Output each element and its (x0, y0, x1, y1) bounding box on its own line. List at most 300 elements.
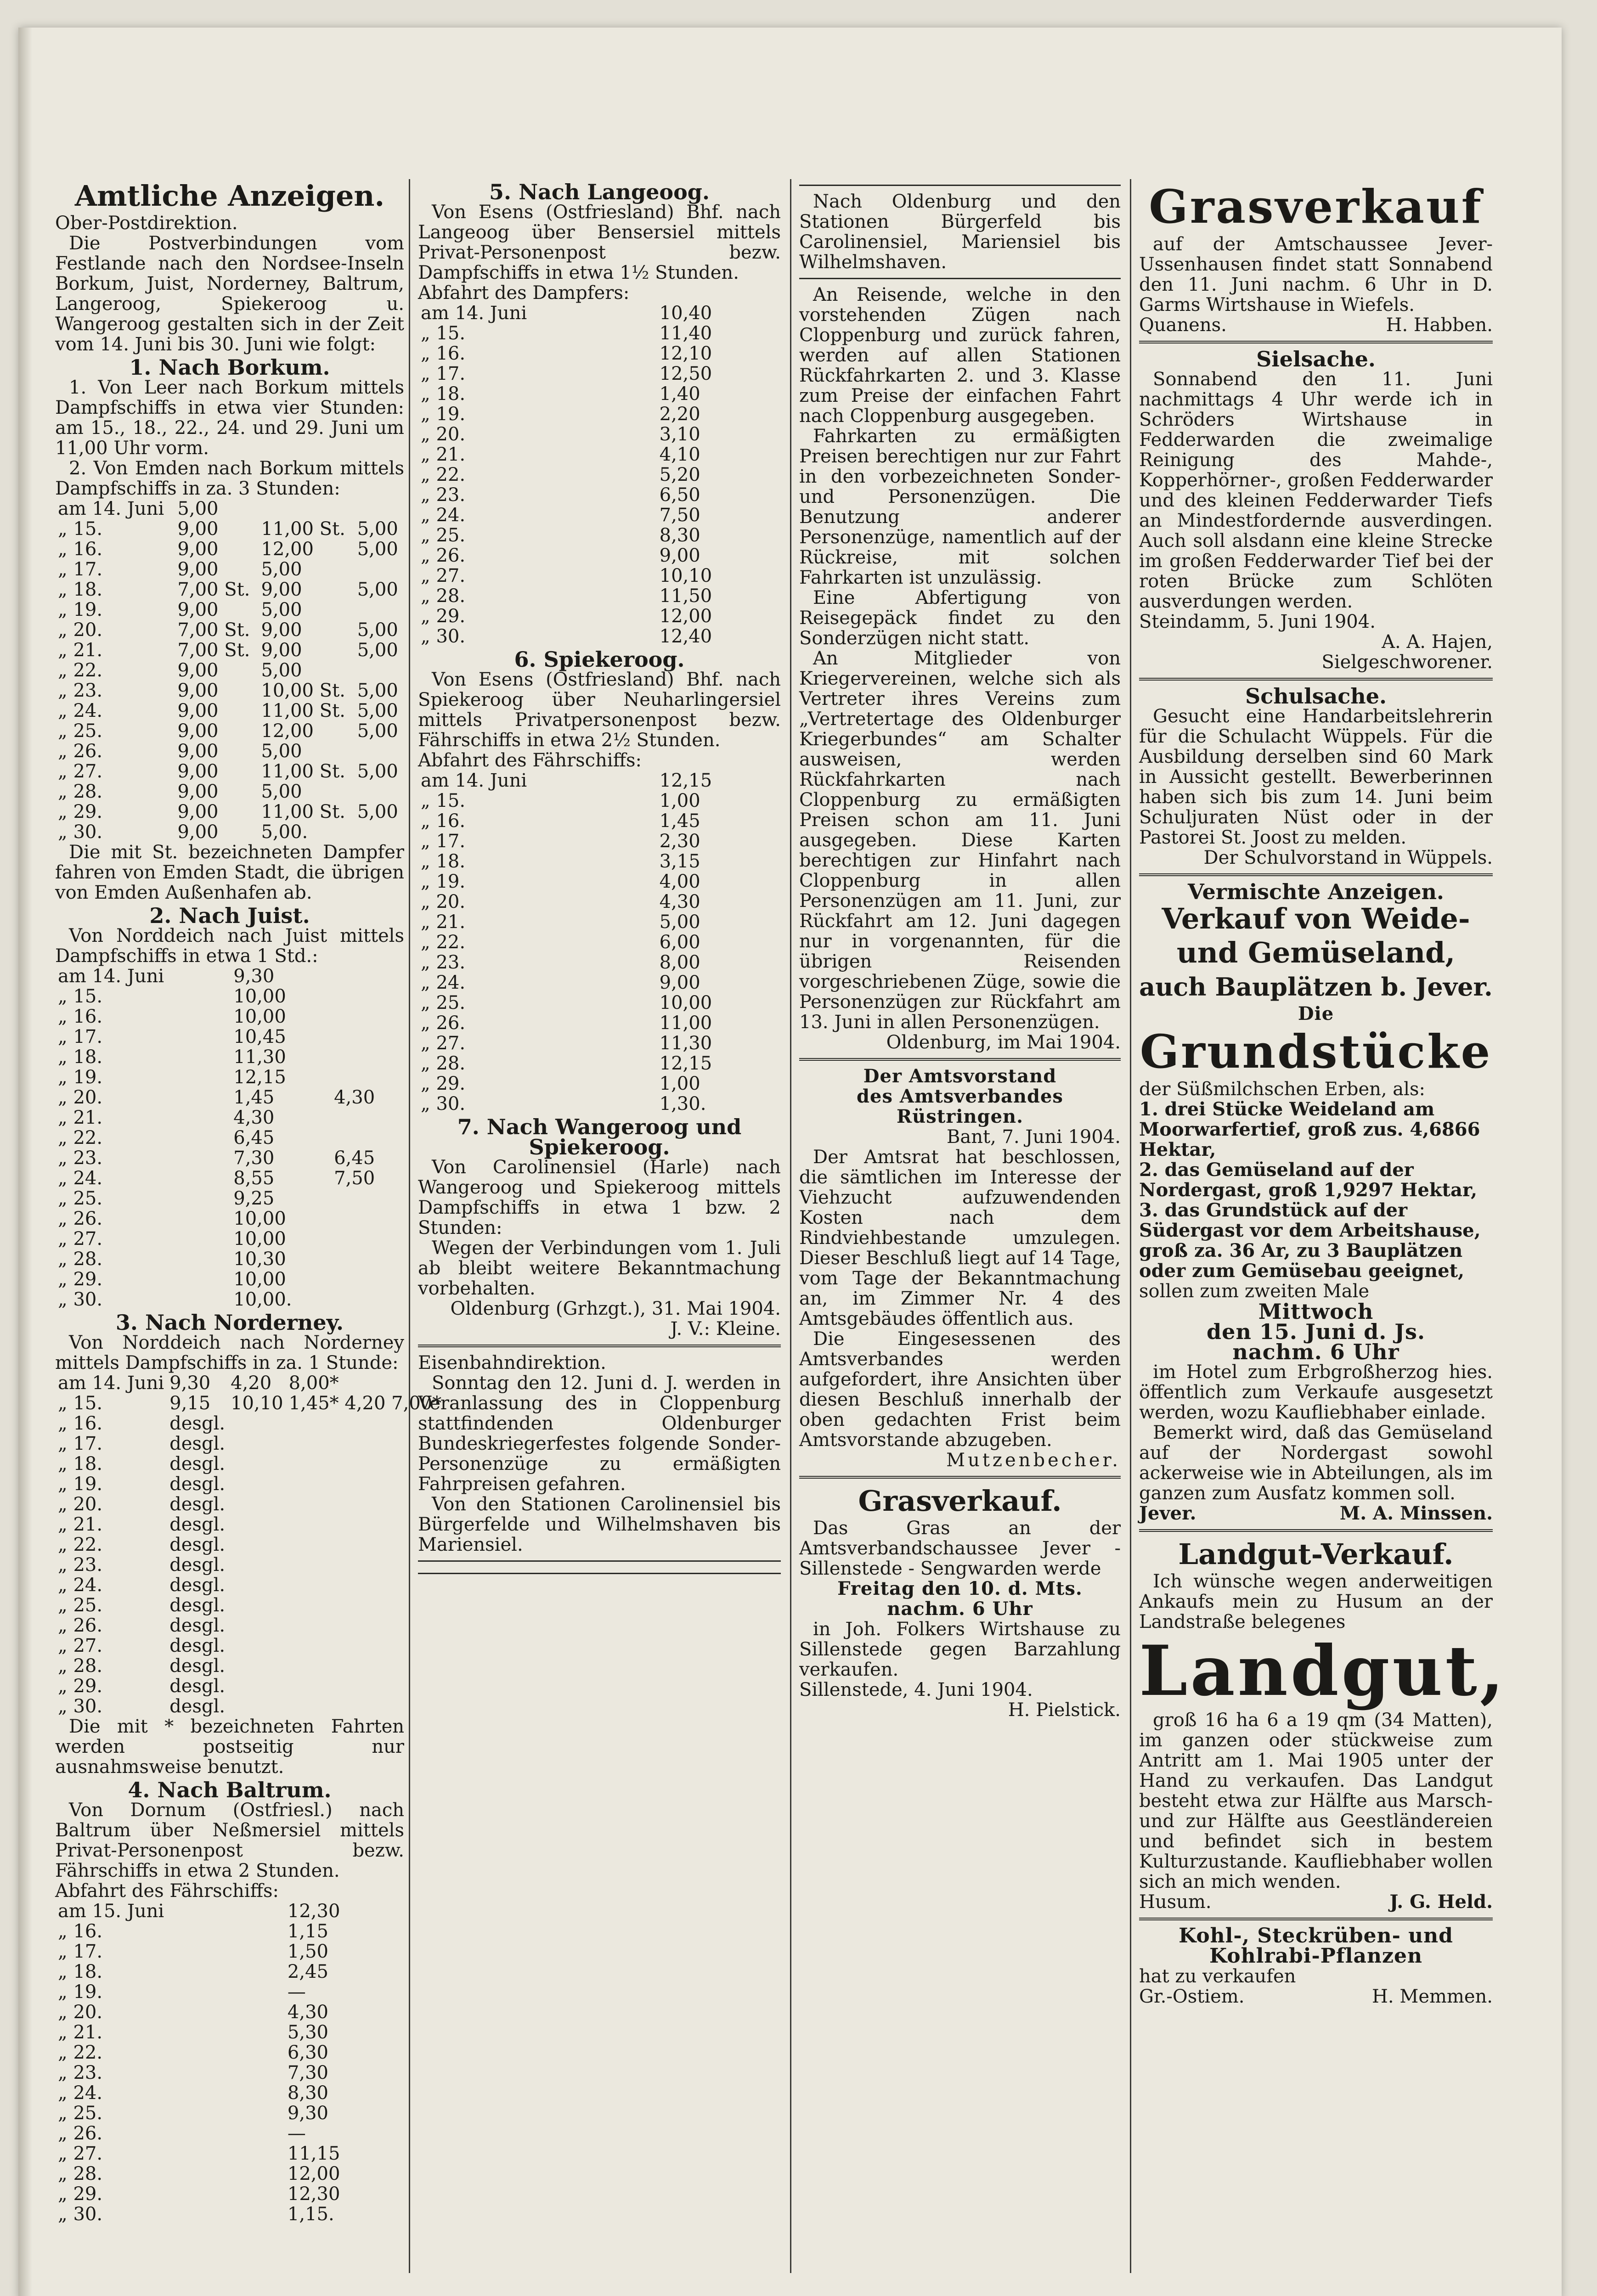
section-title: Vermischte Anzeigen. (1188, 879, 1444, 904)
schedule-norderney (55, 1373, 444, 1716)
table-cell: „ 21. (58, 2022, 103, 2043)
schedule-borkum (55, 499, 404, 842)
table-cell: „ 15. (421, 790, 466, 811)
table-cell: 8,55 (233, 1168, 275, 1189)
paragraph: Von Norddeich nach Juist mittels Dampfschiffs in etwa 1 Std.: (55, 925, 404, 967)
table-row (55, 822, 404, 842)
table-row (418, 993, 781, 1013)
section-title: Amtliche Anzeigen. (74, 179, 385, 213)
table-cell (355, 559, 404, 580)
table-cell: „ 26. (421, 545, 466, 566)
table-cell: 10,00 (233, 1208, 286, 1229)
table-cell: 6,30 (287, 2042, 328, 2063)
table-cell: „ 22. (421, 464, 466, 485)
table-row (55, 1128, 404, 1148)
table-cell: 10,00 (233, 1228, 286, 1249)
table-cell: „ 24. (421, 972, 466, 993)
table-row (55, 761, 404, 782)
table-cell: „ 30. (58, 1696, 103, 1717)
schedule-subhead: Abfahrt des Fährschiffs: (418, 750, 642, 771)
table-cell: desgl. (169, 1433, 226, 1454)
paragraph: Das Gras an der Amtsverbandschaussee Jever - Sillenstede - Sengwarden werde (799, 1518, 1121, 1579)
table-row (55, 2164, 404, 2184)
table-cell: 3,10 (659, 424, 700, 445)
table-cell: „ 26. (58, 1615, 103, 1636)
divider (799, 278, 1121, 279)
table-cell: 11,30 (233, 1047, 286, 1068)
table-row (418, 811, 781, 831)
signature-row (1139, 1503, 1493, 1524)
table-cell: „ 16. (58, 1006, 103, 1027)
table-cell (258, 499, 354, 519)
table-cell: 12,00 (261, 539, 314, 560)
divider (418, 1573, 781, 1574)
table-cell: „ 19. (58, 599, 103, 620)
table-cell: 9,15 (169, 1393, 211, 1414)
table-row (55, 1434, 444, 1454)
table-cell: „ 30. (421, 1093, 466, 1114)
table-cell (286, 1636, 445, 1656)
table-cell (331, 1289, 404, 1310)
table-cell: 5,00 (357, 700, 398, 721)
table-cell: desgl. (169, 1676, 226, 1697)
signature-place: Sillenstede, 4. Juni 1904. (799, 1679, 1033, 1700)
table-cell: „ 24. (58, 2082, 103, 2104)
table-cell: 9,30 (287, 2103, 328, 2124)
subhead-norderney: 3. Nach Norderney. (115, 1310, 344, 1335)
table-row (55, 1249, 404, 1269)
table-cell: 11,15 (287, 2143, 340, 2164)
table-row (55, 2204, 404, 2224)
table-row (55, 1047, 404, 1067)
table-cell: desgl. (169, 1413, 226, 1434)
table-cell: 10,00 (233, 1269, 286, 1290)
paragraph: 1. Von Leer nach Borkum mittels Dampfschiffs in etwa vier Stunden: am 15., 18., 22., 24. und 29. Juni um 11,00 Uhr vorm. (55, 377, 404, 459)
table-row (55, 1168, 404, 1188)
table-cell: desgl. (169, 1655, 226, 1677)
table-cell: 8,30 (287, 2082, 328, 2104)
table-cell: „ 27. (58, 1228, 103, 1249)
table-cell: „ 28. (58, 2163, 103, 2184)
table-cell (355, 782, 404, 802)
divider (799, 1476, 1121, 1479)
table-cell: „ 29. (58, 1676, 103, 1697)
table-row (55, 986, 404, 1007)
table-cell: „ 27. (58, 2143, 103, 2164)
table-cell (331, 1027, 404, 1047)
table-row (55, 2184, 404, 2204)
table-cell: am 14. Juni (58, 498, 164, 519)
table-cell: „ 27. (58, 1635, 103, 1656)
table-cell: 10,00. (233, 1289, 292, 1310)
table-row (55, 600, 404, 620)
table-cell: 9,00 (177, 801, 219, 822)
table-row (55, 1595, 444, 1615)
signature-place: Quanens. (1139, 315, 1227, 336)
table-cell: „ 23. (421, 952, 466, 973)
table-cell (228, 1454, 286, 1474)
table-cell (331, 966, 404, 986)
table-cell: „ 18. (58, 1453, 103, 1474)
table-cell: „ 22. (421, 932, 466, 953)
paragraph: Die mit * bezeichneten Fahrten werden postseitig nur ausnahmsweise benutzt. (55, 1716, 404, 1778)
schedule-juist (55, 966, 404, 1310)
subhead-borkum: 1. Nach Borkum. (129, 355, 330, 380)
table-cell (228, 1434, 286, 1454)
table-cell: 1,40 (659, 383, 700, 405)
table-row (55, 499, 404, 519)
signature-name: A. A. Hajen, (1382, 631, 1493, 653)
table-row (55, 2002, 404, 2022)
paragraph: Ich wünsche wegen anderweitigen Ankaufs mein zu Husum an der Landstraße belegenes (1139, 1571, 1493, 1632)
table-row (55, 782, 404, 802)
table-cell: — (287, 1981, 306, 2003)
schedule-subhead: Abfahrt des Dampfers: (418, 282, 630, 304)
table-row (55, 539, 404, 559)
table-cell: 7,00 St. (177, 640, 250, 661)
table-cell: „ 26. (58, 741, 103, 762)
table-cell (355, 660, 404, 681)
paragraph: Von Dornum (Ostfriesl.) nach Baltrum über Neßmersiel mittels Privat-Personenpost bezw. Fährschiffs in etwa 2 Stunden. (55, 1800, 404, 1881)
table-cell: 4,30 (233, 1107, 275, 1128)
signature-place: Oldenburg (Grhzgt.), 31. Mai 1904. (450, 1298, 781, 1319)
table-cell: 1,30. (659, 1093, 706, 1114)
table-cell: 4,30 (287, 2002, 328, 2023)
table-cell: „ 26. (58, 1208, 103, 1229)
table-cell: 10,10 (659, 565, 712, 586)
table-cell: „ 22. (58, 2042, 103, 2063)
table-row (418, 912, 781, 932)
table-cell: „ 22. (58, 1534, 103, 1555)
divider (418, 1345, 781, 1347)
table-cell: „ 24. (421, 505, 466, 526)
table-cell: „ 15. (58, 986, 103, 1007)
ad-headline: und Gemüseland, (1176, 936, 1456, 969)
schedule-langeoog (418, 303, 781, 647)
table-cell: 5,00 (357, 720, 398, 742)
table-cell: „ 16. (421, 810, 466, 832)
table-cell: „ 17. (58, 1433, 103, 1454)
table-cell: 9,00 (177, 720, 219, 742)
table-cell: desgl. (169, 1494, 226, 1515)
table-cell: „ 24. (58, 700, 103, 721)
paragraph: auf der Amtschaussee Jever-Ussenhausen findet statt Sonnabend den 11. Juni nachm. 6 Uhr in D. Garms Wirtshause in Wiefels. (1139, 234, 1493, 315)
table-row (55, 1209, 404, 1229)
ad-headline: Grasverkauf (1149, 180, 1483, 234)
paragraph: Die Eingesessenen des Amtsverbandes werden aufgefordert, ihre Ansichten über diesen Beschluß innerhalb der oben gedachten Frist beim Amtsvorstande abzugeben. (799, 1328, 1121, 1451)
table-row (55, 1656, 444, 1676)
table-cell: „ 21. (58, 1514, 103, 1535)
table-cell: 11,00 (659, 1013, 712, 1034)
signature-place: Jever. (1139, 1503, 1196, 1524)
table-cell: 9,30 (233, 966, 275, 987)
table-cell: „ 19. (58, 1067, 103, 1088)
table-cell: „ 21. (58, 1107, 103, 1128)
table-cell: 12,30 (287, 1901, 340, 1922)
table-cell: 1,15. (287, 2204, 334, 2225)
table-cell: „ 20. (421, 891, 466, 912)
table-cell: am 14. Juni (421, 770, 527, 791)
table-row (55, 1108, 404, 1128)
subhead-langeoog: 5. Nach Langeoog. (489, 180, 710, 204)
table-row (418, 973, 781, 993)
table-row (418, 1013, 781, 1033)
table-row (55, 1494, 444, 1514)
table-cell: 10,45 (233, 1026, 286, 1047)
table-cell: 6,00 (659, 932, 700, 953)
table-row (418, 424, 781, 445)
ad-date: nachm. 6 Uhr (1232, 1339, 1399, 1364)
table-cell: 9,00 (177, 741, 219, 762)
table-row (55, 721, 404, 741)
table-cell (228, 1555, 286, 1575)
table-row (55, 1615, 444, 1636)
table-row (55, 1229, 404, 1249)
table-cell: „ 25. (58, 720, 103, 742)
table-cell: „ 16. (421, 343, 466, 364)
table-cell: 12,10 (659, 343, 712, 364)
paragraph: An Reisende, welche in den vorstehenden Zügen nach Cloppenburg und zurück fahren, werden auf allen Stationen Rückfahrkarten 2. und 3. Klasse zum Preise der einfachen Fahrt nach Cloppenburg ausgegeben. (799, 284, 1121, 427)
table-cell (355, 741, 404, 761)
newspaper-page (18, 28, 1562, 2296)
table-cell: „ 23. (58, 680, 103, 701)
table-cell: am 14. Juni (421, 303, 527, 324)
table-cell: 9,00 (177, 761, 219, 782)
table-cell: „ 30. (58, 2204, 103, 2225)
table-cell: 1,45 (233, 1087, 275, 1108)
table-cell: 5,00 (357, 518, 398, 540)
table-row (55, 2103, 404, 2123)
table-cell: desgl. (169, 1554, 226, 1576)
list-item: 2. das Gemüseland auf der Nordergast, groß 1,9297 Hektar, (1139, 1159, 1478, 1201)
table-cell: „ 21. (421, 912, 466, 933)
table-cell: „ 29. (421, 606, 466, 627)
table-cell: desgl. (169, 1635, 226, 1656)
ad-headline: Landgut-Verkauf. (1178, 1537, 1454, 1571)
table-cell (331, 986, 404, 1007)
table-row (55, 2022, 404, 2043)
ad-date: Mittwoch (1258, 1299, 1374, 1324)
table-cell: 1,00 (659, 1073, 700, 1094)
table-row (418, 364, 781, 384)
table-cell: „ 26. (421, 1013, 466, 1034)
table-cell: 8,30 (659, 525, 700, 546)
table-cell: 9,00 (177, 700, 219, 721)
table-cell: 2,45 (287, 1961, 328, 1982)
table-cell: „ 29. (421, 1073, 466, 1094)
table-cell: 9,00 (177, 599, 219, 620)
table-cell: desgl. (169, 1595, 226, 1616)
table-row (55, 1514, 444, 1535)
table-cell: „ 29. (58, 2183, 103, 2205)
table-cell (228, 1575, 286, 1595)
table-cell: 7,00 St. (177, 619, 250, 641)
table-cell: 11,40 (659, 323, 712, 344)
table-cell: 5,30 (287, 2022, 328, 2043)
table-cell: 2,20 (659, 404, 700, 425)
table-cell: „ 28. (58, 1655, 103, 1677)
table-row (55, 1941, 404, 1962)
table-row (418, 1033, 781, 1053)
table-cell: „ 28. (421, 585, 466, 607)
table-cell: 10,00 (233, 986, 286, 1007)
table-cell: 1,45 (659, 810, 700, 832)
table-row (418, 485, 781, 505)
table-row (418, 872, 781, 892)
table-row (55, 1676, 444, 1696)
table-cell: desgl. (169, 1575, 226, 1596)
table-cell: 12,00 (287, 2163, 340, 2184)
table-cell (228, 1514, 286, 1535)
table-cell (286, 1615, 445, 1636)
table-cell: „ 28. (421, 1053, 466, 1074)
table-cell: 9,00 (177, 680, 219, 701)
column-2 (418, 179, 781, 1580)
table-cell: 12,30 (287, 2183, 340, 2205)
ad-text: der Süßmilchschen Erben, als: (1139, 1079, 1425, 1100)
table-cell (331, 1269, 404, 1289)
table-cell: 7,50 (659, 505, 700, 526)
ad-headline: Kohlrabi-Pflanzen (1209, 1944, 1422, 1968)
table-row (55, 640, 404, 660)
table-cell: „ 20. (58, 2002, 103, 2023)
column-rule (409, 179, 410, 2273)
table-row (418, 851, 781, 872)
table-cell: 5,00 (261, 599, 302, 620)
table-cell: 9,00 (177, 559, 219, 580)
table-cell: „ 22. (58, 660, 103, 681)
signature-place: Gr.-Ostiem. (1139, 1986, 1245, 2007)
paragraph: Fahrkarten zu ermäßigten Preisen berechtigen nur zur Fahrt in den vorbezeichneten Sonder- und Personenzügen. Die Benutzung anderer Personenzüge, namentlich auf der Rückreise, mit solchen Fahrkarten ist unzulässig. (799, 426, 1121, 588)
table-cell: 9,00 (177, 539, 219, 560)
signature-row (1139, 1986, 1493, 2007)
table-row (418, 831, 781, 851)
table-row (55, 1982, 404, 2002)
table-row (418, 323, 781, 343)
table-cell: „ 24. (58, 1168, 103, 1189)
table-row (55, 559, 404, 580)
table-cell: 3,15 (659, 851, 700, 872)
table-cell (331, 1209, 404, 1229)
table-cell: 12,15 (659, 1053, 712, 1074)
table-cell: 5,00 (177, 498, 219, 519)
table-row (418, 445, 781, 465)
table-row (418, 546, 781, 566)
column-rule (1130, 179, 1131, 2273)
table-cell: „ 18. (58, 1047, 103, 1068)
table-cell: 9,30 (169, 1373, 211, 1394)
table-row (418, 771, 781, 791)
ad-headline: Landgut, (1139, 1631, 1507, 1711)
table-row (55, 2144, 404, 2164)
table-cell: 9,00 (261, 579, 302, 600)
signature-name: Mutzenbecher. (946, 1450, 1121, 1471)
table-row (55, 701, 404, 721)
schedule-spiekeroog (418, 771, 781, 1114)
table-cell: „ 30. (421, 626, 466, 647)
table-cell: 9,00 (659, 545, 700, 566)
table-row (418, 404, 781, 424)
table-cell (228, 1474, 286, 1494)
table-row (55, 1555, 444, 1575)
table-cell: 5,00 (261, 559, 302, 580)
paragraph: Von Carolinensiel (Harle) nach Wangeroog und Spiekeroog mittels Dampfschiffs in etwa 1 bzw. 2 Stunden: (418, 1157, 781, 1238)
table-cell: 11,30 (659, 1033, 712, 1054)
table-row (55, 1454, 444, 1474)
table-cell: 8,00 (659, 952, 700, 973)
table-cell: desgl. (169, 1474, 226, 1495)
signature-place: Oldenburg, im Mai 1904. (886, 1032, 1121, 1053)
table-cell (331, 1108, 404, 1128)
table-cell: 4,10 (659, 444, 700, 465)
signature-name: J. V.: Kleine. (670, 1318, 781, 1339)
table-cell: 5,00 (261, 741, 302, 762)
table-cell (228, 1413, 286, 1434)
table-row (418, 1094, 781, 1114)
table-cell: 5,00 (261, 660, 302, 681)
divider (1139, 1529, 1493, 1532)
schedule-subhead: Abfahrt des Fährschiffs: (55, 1880, 279, 1902)
subhead-wangeroog: 7. Nach Wangeroog und Spiekeroog. (457, 1114, 742, 1159)
ad-text: sollen zum zweiten Male (1139, 1281, 1370, 1302)
table-cell: „ 17. (58, 1026, 103, 1047)
table-row (418, 791, 781, 811)
table-cell (355, 822, 404, 842)
table-cell (286, 1676, 445, 1696)
table-cell: 9,25 (233, 1188, 275, 1209)
table-cell: 9,00 (177, 660, 219, 681)
table-row (55, 1535, 444, 1555)
table-cell: „ 22. (58, 1127, 103, 1148)
table-cell: 11,50 (659, 585, 712, 607)
table-cell: „ 25. (58, 2103, 103, 2124)
signature-name: H. Pielstick. (1008, 1699, 1121, 1721)
table-cell: „ 23. (58, 2062, 103, 2083)
table-cell: 10,00 (233, 1006, 286, 1027)
table-cell (331, 1047, 404, 1067)
table-cell: „ 18. (58, 1961, 103, 1982)
table-cell: 9,00 (177, 518, 219, 540)
signature-name: H. Memmen. (1372, 1986, 1493, 2007)
table-cell: „ 30. (58, 1289, 103, 1310)
table-cell: 1,00 (659, 790, 700, 811)
table-cell: 11,00 St. (261, 761, 345, 782)
table-cell: 5,00 (357, 640, 398, 661)
table-cell: 9,00 (177, 822, 219, 843)
table-row (55, 1007, 404, 1027)
table-row (55, 660, 404, 681)
notice-head: Schulsache. (1245, 684, 1387, 709)
divider (418, 1560, 781, 1562)
table-cell: „ 17. (58, 1941, 103, 1962)
table-cell: 11,00 St. (261, 801, 345, 822)
table-cell (331, 1249, 404, 1269)
ad-headline: Grundstücke (1140, 1024, 1492, 1079)
paragraph: Gesucht eine Handarbeitslehrerin für die Schulacht Wüppels. Für die Ausbildung derselben sind 60 Mark in Aussicht gestellt. Bewerberinnen haben sich bis zum 14. Juni beim Schuljuraten Nüst oder in der Pastorei St. Joost zu melden. (1139, 706, 1493, 848)
table-cell: „ 23. (58, 1554, 103, 1576)
table-cell: „ 21. (421, 444, 466, 465)
table-cell: 11,00 St. (261, 518, 345, 540)
table-row (418, 892, 781, 912)
page-edge (18, 28, 32, 2296)
table-cell: 6,45 (334, 1148, 375, 1169)
ad-headline: Grasverkauf. (858, 1484, 1062, 1518)
table-cell: „ 19. (58, 1474, 103, 1495)
table-cell: „ 20. (58, 619, 103, 641)
signature-name: Der Schulvorstand in Wüppels. (1203, 847, 1493, 868)
signature-name: M. A. Minssen. (1339, 1503, 1493, 1524)
table-cell: 6,45 (233, 1127, 275, 1148)
